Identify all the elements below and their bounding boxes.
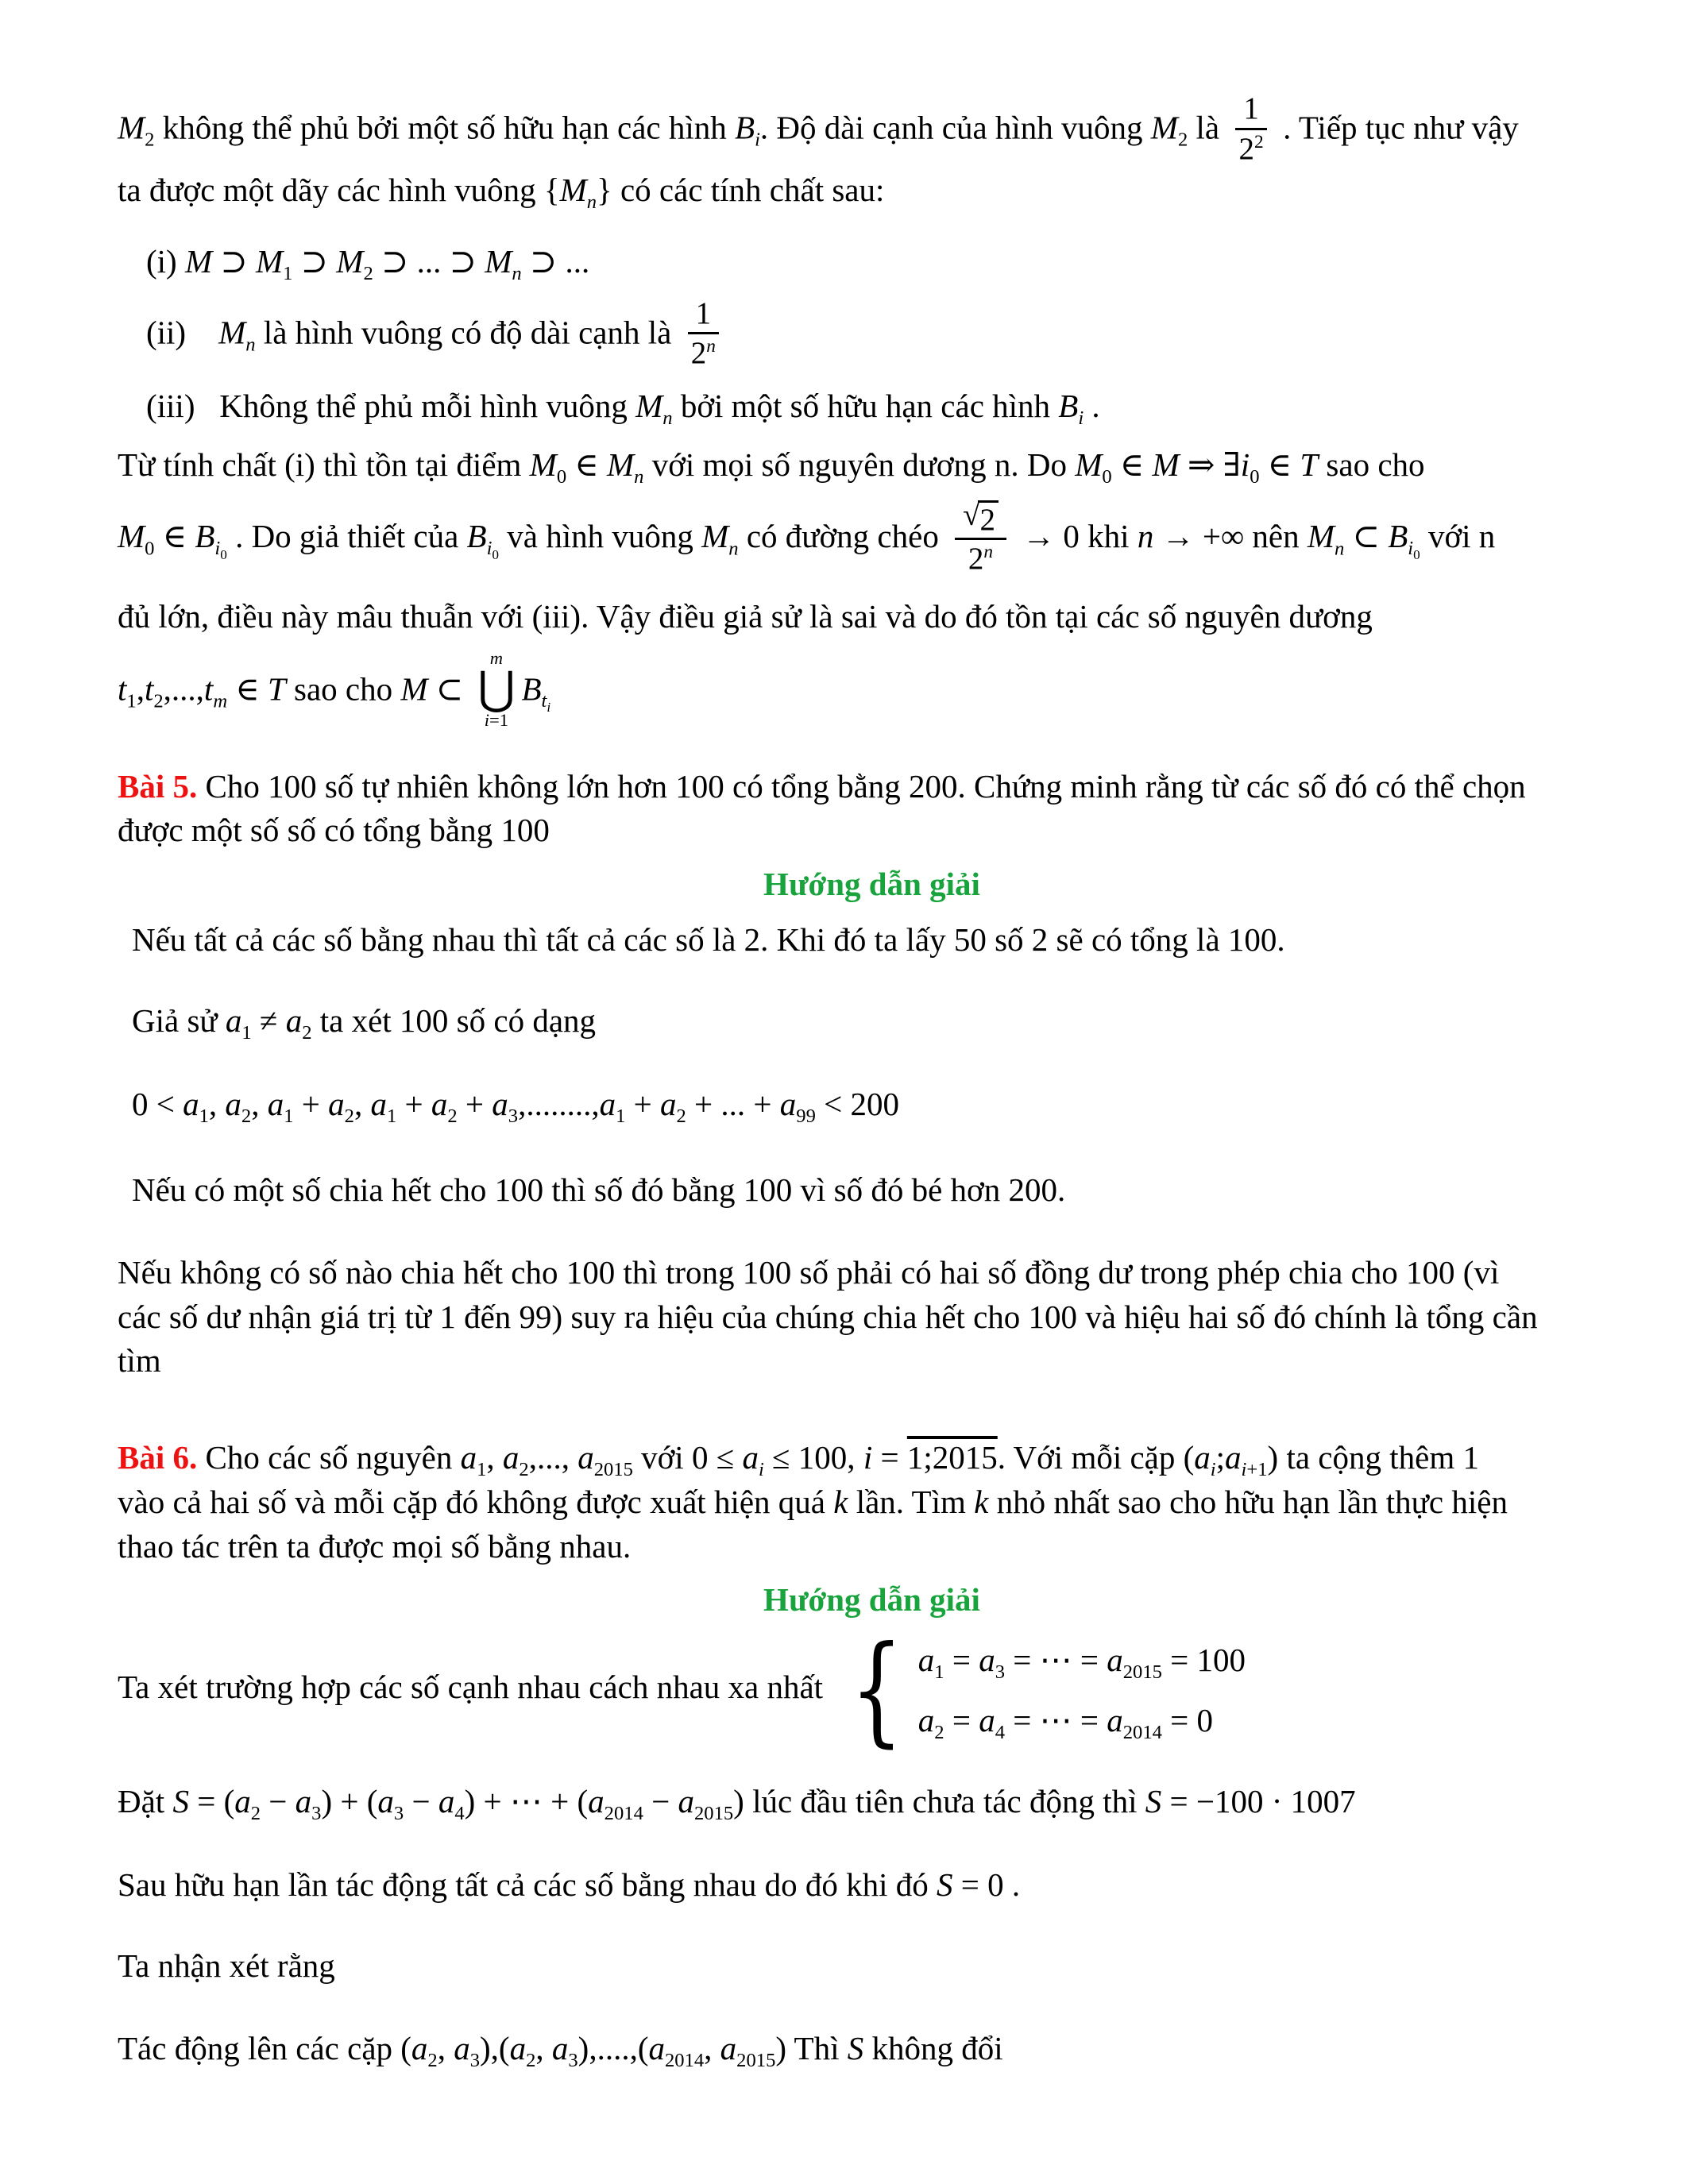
- solution5-line-3: Nếu có một số chia hết cho 100 thì số đó bằng 100 vì số đó bé hơn 200.: [132, 1171, 1066, 1209]
- property-item-iii: (iii) Không thể phủ mỗi hình vuông $M_n$ bởi một số hữu hạn các hình $B_i$ .: [146, 388, 1100, 430]
- solution-heading-1: Hướng dẫn giải: [763, 866, 980, 903]
- solution-heading-2: Hướng dẫn giải: [763, 1581, 980, 1619]
- solution6-sum-definition: Đặt $S = (a_2 - a_3) + (a_3 - a_4)$ + ⋯ + $(a_{2014} - a_{2015})$ lúc đầu tiên chưa tác động thì S = −100 · 1007: [118, 1782, 1356, 1824]
- problem-6-statement: Bài 6. Cho các số nguyên $a_1$, $a_2$,..., $a_{2015}$ với $0 \le a_i \le 100$, i = 1;2015. Với mỗi cặp $(a_i;a_{i+1})$ ta cộng thêm 1 vào cả hai số và mỗi cặp đó không được xuất hiện quá k lần. Tìm k nhỏ nhất sao cho hữu hạn lần thực hiện thao tác trên ta được mọi số bằng nhau.: [118, 1439, 1508, 1565]
- proof-paragraph-2: $M_0$ ∈ $B_{i_0}$ . Do giả thiết của $B_{i_0}$ và hình vuông $M_n$ có đường chéo √ 2 2$^n$ → 0 khi n → +∞ nên $M_n$ ⊂ $B_{i_0}$ với n: [118, 497, 1496, 577]
- solution5-line-2: Giả sử $a_1 \ne a_2$ ta xét 100 số có dạng: [132, 1001, 597, 1044]
- problem-5-statement: Bài 5. Cho 100 số tự nhiên không lớn hơn 100 có tổng bằng 200. Chứng minh rằng từ các số đó có thể chọn được một số số có tổng bằng 100: [118, 767, 1526, 849]
- property-item-ii: (ii) $M_n$ là hình vuông có độ dài cạnh là $\frac{1}{2^n}$: [146, 299, 1626, 373]
- solution5-paragraph: Nếu không có số nào chia hết cho 100 thì trong 100 số phải có hai số đồng dư trong phép chia cho 100 (vì các số dư nhận giá trị từ 1 đến 99) suy ra hiệu của chúng chia hết cho 100 và hiệu hai số đó chính là tổng cần tìm: [118, 1253, 1538, 1379]
- solution5-line-1: Nếu tất cả các số bằng nhau thì tất cả các số là 2. Khi đó ta lấy 50 số 2 sẽ có tổng là 100.: [132, 920, 1285, 958]
- solution6-line-s0: Sau hữu hạn lần tác động tất cả các số bằng nhau do đó khi đó S = 0 .: [118, 1866, 1021, 1904]
- solution6-pairs-action: Tác động lên các cặp ($a_2$, $a_3),(a_2$, $a_3),....,(a_{2014}$, $a_{2015}$) Thì S không đổi: [118, 2029, 1003, 2072]
- proof-paragraph-3: đủ lớn, điều này mâu thuẫn với (iii). Vậy điều giả sử là sai và do đó tồn tại các số nguyên dương: [118, 598, 1373, 635]
- proof-paragraph-1: Từ tính chất (i) thì tồn tại điểm $M_0$ ∈ $M_n$ với mọi số nguyên dương n. Do $M_0$ ∈ M ⇒ $\exists i_0$ ∈ T sao cho: [118, 446, 1425, 488]
- property-item-i: (i) M ⊃ $M_1$ ⊃ $M_2$ ⊃ ... ⊃ $M_n$ ⊃ ...: [146, 243, 590, 285]
- solution6-remark: Ta nhận xét rằng: [118, 1947, 335, 1985]
- solution6-case-setup: Ta xét trường hợp các số cạnh nhau cách nhau xa nhất { $a_1 = a_3$ = ⋯ = $a_{2015} = 100$ $a_2 = a_4$ = ⋯ = $a_{2014} = 0$: [118, 1621, 1246, 1760]
- proof-paragraph-4: $t_1,t_2,...,t_m$ ∈ T sao cho M ⊂ m ⋃ i=1 $B_{t_i}$: [118, 647, 551, 730]
- solution5-inequality: $0 < a_1$, $a_2$, $a_1 + a_2$, $a_1 + a_2 + a_3,........,a_1 + a_2$ + ... + $a_{99} < 200$: [132, 1086, 900, 1128]
- intro-paragraph: $M_2$ không thể phủ bởi một số hữu hạn các hình $B_i$. Độ dài cạnh của hình vuông $M_2$ là $\frac{1}{2^2}$ . Tiếp tục như vậy ta được một dãy các hình vuông $\{M_n\}$ có các tính chất sau:: [118, 91, 1519, 214]
